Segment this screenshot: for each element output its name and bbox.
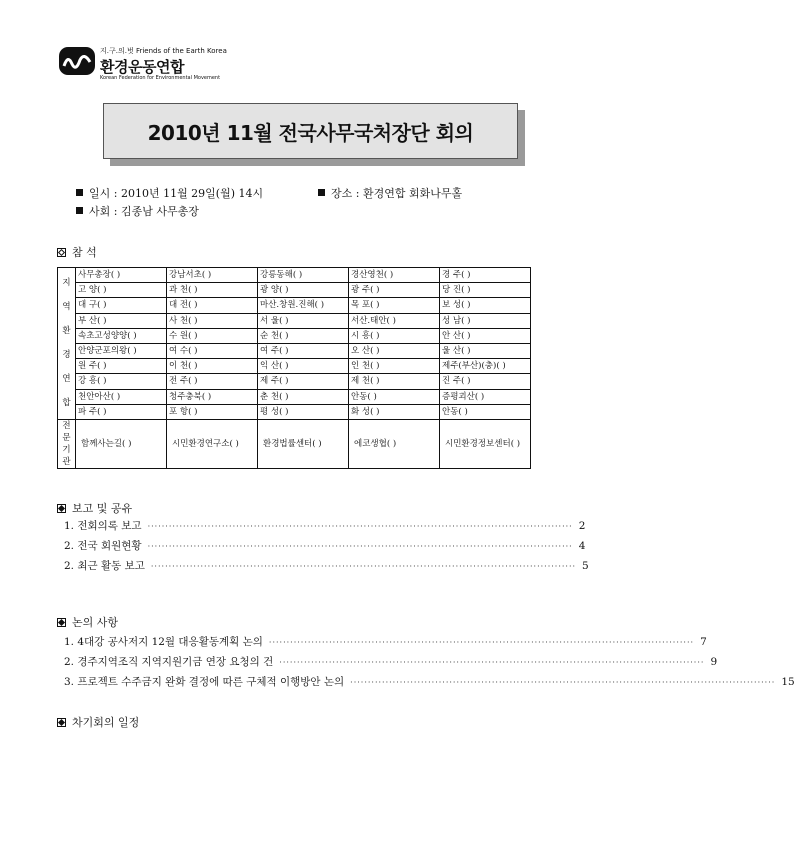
attendance-cell: 춘 천( ) [258, 389, 349, 404]
item-label: 1. 전회의록 보고 [64, 520, 142, 532]
meeting-date-text: 일시 : 2010년 11월 29일(월) 14시 [89, 187, 264, 200]
expert-cell: 함께사는길( ) [76, 419, 167, 468]
attendance-cell: 제 주( ) [258, 374, 349, 389]
attendance-cell: 포 항( ) [167, 404, 258, 419]
attendance-cell: 서 울( ) [258, 313, 349, 328]
attendance-cell: 울 산( ) [440, 343, 531, 358]
attendance-cell: 인 천( ) [349, 359, 440, 374]
attendance-cell: 파 주( ) [76, 404, 167, 419]
discussion-item [64, 634, 707, 649]
square-bullet-icon [76, 189, 83, 196]
attendance-cell: 속초고성양양( ) [76, 328, 167, 343]
attendance-cell: 전 주( ) [167, 374, 258, 389]
attendance-cell: 강릉동해( ) [258, 268, 349, 283]
attendance-cell: 부 산( ) [76, 313, 167, 328]
logo-english-name: Korean Federation for Environmental Movement [100, 75, 221, 81]
attendance-row [58, 283, 531, 298]
logo-tagline: 지.구.의.벗 Friends of the Earth Korea [100, 47, 227, 55]
attendance-heading [57, 244, 97, 260]
attendance-row [58, 343, 531, 358]
item-label: 2. 전국 회원현황 [64, 540, 142, 552]
meeting-chair [76, 203, 199, 219]
attendance-cell: 경산영천( ) [349, 268, 440, 283]
attendance-cell: 목 포( ) [349, 298, 440, 313]
attendance-cell: 제 천( ) [349, 374, 440, 389]
item-page: 15 [781, 676, 795, 688]
item-page: 9 [710, 656, 718, 668]
item-label: 3. 프로젝트 수주금지 완화 결정에 따른 구체적 이행방안 논의 [64, 676, 345, 688]
leader-dots: ························································································································ [268, 638, 695, 647]
attendance-cell: 순 천( ) [258, 328, 349, 343]
diamond-bullet-icon [57, 504, 66, 513]
attendance-cell: 보 성( ) [440, 298, 531, 313]
item-label: 2. 최근 활동 보고 [64, 560, 145, 572]
report-heading-text: 보고 및 공유 [72, 502, 133, 515]
square-bullet-icon [318, 189, 325, 196]
report-item [64, 518, 586, 533]
leader-dots: ························································································································ [279, 658, 705, 667]
group-label-expert: 전 문 기 관 [58, 419, 76, 468]
expert-row [58, 419, 531, 468]
page-title: 2010년 11월 전국사무국처장단 회의 [103, 103, 518, 159]
diamond-bullet-icon [57, 248, 66, 257]
next-meeting-heading-text: 차기회의 일정 [72, 716, 140, 729]
attendance-row [58, 328, 531, 343]
meeting-date [76, 185, 263, 201]
attendance-cell: 사 천( ) [167, 313, 258, 328]
leader-dots: ························································································································ [150, 562, 577, 571]
attendance-cell: 원 주( ) [76, 359, 167, 374]
expert-cell: 시민환경정보센터( ) [440, 419, 531, 468]
attendance-cell: 청주충북( ) [167, 389, 258, 404]
leader-dots: ························································································································ [147, 522, 573, 531]
meeting-place-text: 장소 : 환경연합 회화나무홀 [331, 187, 463, 200]
attendance-cell: 이 천( ) [167, 359, 258, 374]
discussion-item [64, 654, 718, 669]
attendance-row [58, 298, 531, 313]
leader-dots: ························································································································ [350, 678, 776, 687]
attendance-cell: 화 성( ) [349, 404, 440, 419]
expert-cell: 에코생협( ) [349, 419, 440, 468]
attendance-row [58, 268, 531, 283]
item-page: 5 [582, 560, 589, 572]
diamond-bullet-icon [57, 718, 66, 727]
expert-cell: 환경법률센터( ) [258, 419, 349, 468]
logo-org-name: 환경운동연합 [100, 58, 184, 76]
attendance-cell: 마산.창원.진해( ) [258, 298, 349, 313]
attendance-cell: 안동( ) [349, 389, 440, 404]
attendance-cell: 제주(부산)(충)( ) [440, 359, 531, 374]
attendance-cell: 수 원( ) [167, 328, 258, 343]
leader-dots: ························································································································ [147, 542, 573, 551]
item-label: 2. 경주지역조직 지역지원기금 연장 요청의 건 [64, 656, 274, 668]
attendance-cell: 증평괴산( ) [440, 389, 531, 404]
attendance-cell: 광 양( ) [258, 283, 349, 298]
attendance-cell: 경 주( ) [440, 268, 531, 283]
item-page: 2 [578, 520, 586, 532]
item-label: 1. 4대강 공사저지 12월 대응활동계획 논의 [64, 636, 263, 648]
report-item [64, 538, 586, 553]
attendance-cell: 안동( ) [440, 404, 531, 419]
attendance-cell: 대 구( ) [76, 298, 167, 313]
meeting-place [318, 185, 462, 201]
next-meeting-heading [57, 714, 139, 730]
attendance-row [58, 389, 531, 404]
attendance-cell: 안양군포의왕( ) [76, 343, 167, 358]
meeting-chair-text: 사회 : 김종남 사무총장 [89, 205, 199, 218]
discussion-heading [57, 614, 118, 630]
item-page: 7 [700, 636, 707, 648]
attendance-cell: 당 진( ) [440, 283, 531, 298]
item-page: 4 [578, 540, 586, 552]
attendance-row [58, 313, 531, 328]
discussion-heading-text: 논의 사항 [72, 616, 119, 629]
attendance-cell: 강남서초( ) [167, 268, 258, 283]
attendance-cell: 안 산( ) [440, 328, 531, 343]
attendance-cell: 평 성( ) [258, 404, 349, 419]
report-item [64, 558, 589, 573]
attendance-cell: 여 주( ) [258, 343, 349, 358]
attendance-cell: 익 산( ) [258, 359, 349, 374]
attendance-row [58, 374, 531, 389]
attendance-row [58, 404, 531, 419]
attendance-cell: 강 흥( ) [76, 374, 167, 389]
diamond-bullet-icon [57, 618, 66, 627]
attendance-heading-text: 참 석 [72, 246, 97, 259]
attendance-cell: 진 주( ) [440, 374, 531, 389]
discussion-item [64, 674, 795, 689]
attendance-cell: 사무총장( ) [76, 268, 167, 283]
attendance-cell: 고 양( ) [76, 283, 167, 298]
org-logo-icon [58, 44, 98, 78]
attendance-table [57, 267, 531, 469]
attendance-cell: 대 전( ) [167, 298, 258, 313]
attendance-cell: 서산.태안( ) [349, 313, 440, 328]
group-label-regional: 지 역 환 경 연 합 [58, 268, 76, 420]
attendance-cell: 성 남( ) [440, 313, 531, 328]
attendance-cell: 여 수( ) [167, 343, 258, 358]
square-bullet-icon [76, 207, 83, 214]
report-heading [57, 500, 132, 516]
attendance-cell: 시 흥( ) [349, 328, 440, 343]
attendance-cell: 천안아산( ) [76, 389, 167, 404]
attendance-cell: 광 주( ) [349, 283, 440, 298]
attendance-cell: 오 산( ) [349, 343, 440, 358]
attendance-cell: 과 천( ) [167, 283, 258, 298]
attendance-row [58, 359, 531, 374]
expert-cell: 시민환경연구소( ) [167, 419, 258, 468]
